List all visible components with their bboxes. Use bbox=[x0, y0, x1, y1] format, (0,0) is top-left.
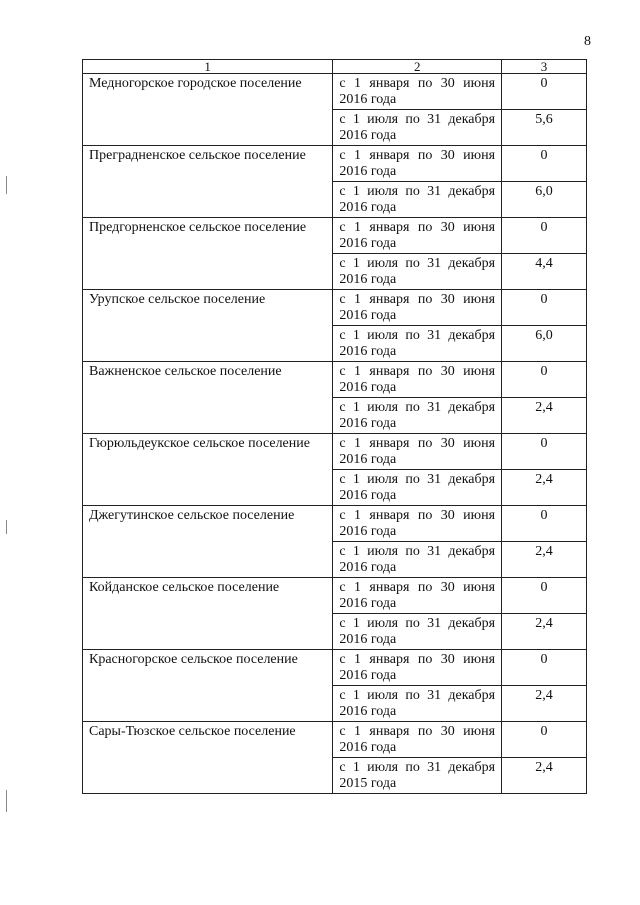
period-cell: с 1 июля по 31 декабря 2016 года bbox=[333, 254, 502, 290]
period-cell: с 1 июля по 31 декабря 2016 года bbox=[333, 614, 502, 650]
table-row bbox=[83, 146, 587, 182]
settlement-name: Гюрюльдеукское сельское поселение bbox=[83, 434, 333, 506]
table-row bbox=[83, 218, 587, 254]
period-cell: с 1 января по 30 июня 2016 года bbox=[333, 578, 502, 614]
period-cell: с 1 января по 30 июня 2016 года bbox=[333, 146, 502, 182]
table-row bbox=[83, 650, 587, 686]
value-cell: 0 bbox=[502, 722, 587, 758]
value-cell: 0 bbox=[502, 362, 587, 398]
table-header-row bbox=[83, 60, 587, 74]
settlement-name: Важненское сельское поселение bbox=[83, 362, 333, 434]
period-cell: с 1 января по 30 июня 2016 года bbox=[333, 722, 502, 758]
period-cell: с 1 января по 30 июня 2016 года bbox=[333, 650, 502, 686]
value-cell: 0 bbox=[502, 434, 587, 470]
period-cell: с 1 января по 30 июня 2016 года bbox=[333, 218, 502, 254]
period-cell: с 1 июля по 31 декабря 2016 года bbox=[333, 110, 502, 146]
table-body bbox=[83, 74, 587, 794]
value-cell: 2,4 bbox=[502, 758, 587, 794]
page-number: 8 bbox=[584, 34, 591, 49]
table-row bbox=[83, 434, 587, 470]
settlement-name: Красногорское сельское поселение bbox=[83, 650, 333, 722]
value-cell: 2,4 bbox=[502, 470, 587, 506]
period-cell: с 1 января по 30 июня 2016 года bbox=[333, 74, 502, 110]
table-row bbox=[83, 290, 587, 326]
table-row bbox=[83, 578, 587, 614]
value-cell: 2,4 bbox=[502, 542, 587, 578]
settlement-name: Урупское сельское поселение bbox=[83, 290, 333, 362]
tariff-table bbox=[82, 59, 587, 794]
value-cell: 2,4 bbox=[502, 614, 587, 650]
value-cell: 0 bbox=[502, 218, 587, 254]
value-cell: 6,0 bbox=[502, 182, 587, 218]
value-cell: 0 bbox=[502, 650, 587, 686]
settlement-name: Медногорское городское поселение bbox=[83, 74, 333, 146]
scan-edge-mark bbox=[6, 520, 7, 534]
value-cell: 5,6 bbox=[502, 110, 587, 146]
value-cell: 4,4 bbox=[502, 254, 587, 290]
period-cell: с 1 января по 30 июня 2016 года bbox=[333, 506, 502, 542]
period-cell: с 1 июля по 31 декабря 2016 года bbox=[333, 182, 502, 218]
value-cell: 0 bbox=[502, 74, 587, 110]
scan-edge-mark bbox=[6, 790, 7, 812]
period-cell: с 1 января по 30 июня 2016 года bbox=[333, 290, 502, 326]
value-cell: 0 bbox=[502, 506, 587, 542]
value-cell: 0 bbox=[502, 578, 587, 614]
table-row bbox=[83, 362, 587, 398]
table-row bbox=[83, 506, 587, 542]
value-cell: 2,4 bbox=[502, 398, 587, 434]
period-cell: с 1 июля по 31 декабря 2016 года bbox=[333, 470, 502, 506]
settlement-name: Преградненское сельское поселение bbox=[83, 146, 333, 218]
settlement-name: Койданское сельское поселение bbox=[83, 578, 333, 650]
settlement-name: Сары-Тюзское сельское поселение bbox=[83, 722, 333, 794]
value-cell: 2,4 bbox=[502, 686, 587, 722]
value-cell: 0 bbox=[502, 290, 587, 326]
column-header: 1 bbox=[83, 60, 333, 74]
value-cell: 6,0 bbox=[502, 326, 587, 362]
period-cell: с 1 января по 30 июня 2016 года bbox=[333, 434, 502, 470]
period-cell: с 1 июля по 31 декабря 2016 года bbox=[333, 686, 502, 722]
period-cell: с 1 июля по 31 декабря 2016 года bbox=[333, 542, 502, 578]
scan-edge-mark bbox=[6, 176, 7, 194]
value-cell: 0 bbox=[502, 146, 587, 182]
period-cell: с 1 июля по 31 декабря 2016 года bbox=[333, 398, 502, 434]
settlement-name: Предгорненское сельское поселение bbox=[83, 218, 333, 290]
column-header: 2 bbox=[333, 60, 502, 74]
table-row bbox=[83, 74, 587, 110]
period-cell: с 1 января по 30 июня 2016 года bbox=[333, 362, 502, 398]
column-header: 3 bbox=[502, 60, 587, 74]
period-cell: с 1 июля по 31 декабря 2016 года bbox=[333, 326, 502, 362]
table-row bbox=[83, 722, 587, 758]
settlement-name: Джегутинское сельское поселение bbox=[83, 506, 333, 578]
period-cell: с 1 июля по 31 декабря 2015 года bbox=[333, 758, 502, 794]
